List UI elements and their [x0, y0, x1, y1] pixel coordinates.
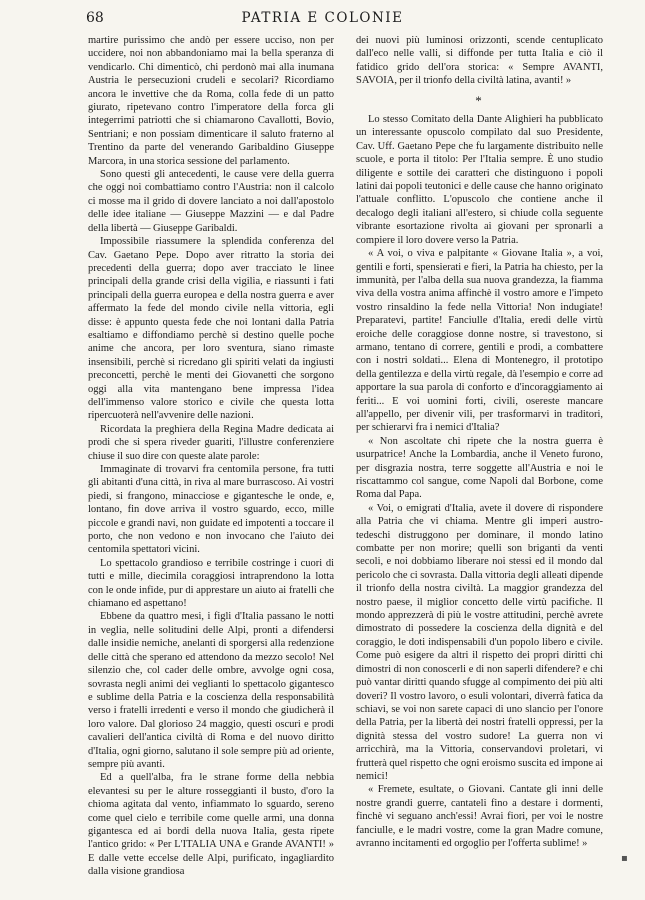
paragraph: Impossibile riassumere la splendida conferenza del Cav. Gaetano Pepe. Dopo aver ritratto la storia dei precedenti della guerra; dopo aver tracciato le linee principali della grande crisi della vigilia, e riassunti i fati principali della guerra europea e della nostra guerra e aver affermato la fede del mondo civile nella vittoria, egli disse: è appunto questa fede che noi lontani dalla Patria esaltiamo e diffondiamo perchè si destino quelle poche anime che ancora, per loro sventura, siano rimaste insensibili, perchè si ricredano gli spiriti velati da ingiusti preconcetti, perchè le menti dei Giovanetti che sorgono oggi alla vita mantengano bene impressa l'idea dell'immenso valore storico e civile che questa lotta ripercuoterà nell'avvenire delle nazioni. [88, 236, 334, 422]
paragraph: Ricordata la preghiera della Regina Madre dedicata ai prodi che si spera riveder guariti, l'illustre conferenziere chiuse il suo dire con queste alate parole: [88, 423, 334, 462]
page-number: 68 [86, 10, 104, 26]
paragraph: Sono questi gli antecedenti, le cause vere della guerra che oggi noi combattiamo contro l'Austria: non il calcolo ci mosse ma il grido di dovere lanciato a noi dall'apostolo delle idee italiane — Giuseppe Mazzini — e dal Padre della libertà — Giuseppe Garibaldi. [88, 169, 334, 234]
paragraph: Immaginate di trovarvi fra centomila persone, fra tutti gli abitanti d'una città, in riva al mare burrascoso. Ai vostri piedi, si frangono, minacciose e gigantesche le onde, e, lontano, fin dove arriva il vostro sguardo, ecco, mille piccole e grandi navi, non guidate ed impotenti a toccare il porto, che non vedono e non invocano che l'aiuto dei centomila spettatori vicini. [88, 464, 334, 556]
paragraph: « Voi, o emigrati d'Italia, avete il dovere di rispondere alla Patria che vi chiama. Mentre gli imperi austro-tedeschi distruggono per dominare, il mondo latino combatte per non morire; quelli son briganti da venti secoli, e noi dobbiamo liberare noi stessi ed il mondo dal pericolo che ci sovrasta. Dalla vittoria degli alleati dipende il trionfo della nostra civiltà. La maggior grandezza del nostro paese, il miglior concetto delle virtù pacifiche. Il mondo apprezzerà di più le vostre attitudini, perchè avrete dimostrato di possedere la coscienza della dignità e del coraggio, le doti indispensabili d'un popolo libero e civile. Come può esigere da altri il rispetto dei propri diritti chi dimostri di non conoscerli e di non saperli difendere? e chi può vantar diritti quando sfugge al compimento dei più alti doveri? Il vostro lavoro, o esuli volontari, diverrà fatica da schiavi, se voi non sarete capaci di uno slancio per l'onore della Patria, per la libertà dei nostri fratelli oppressi, per la dignità stessa del vostro sudore! La guerra non vi arricchirà, ma la Vittoria, conservandovi proletari, vi frutterà quel rispetto che ogni eroismo suscita ed impone ai nemici! [356, 502, 603, 782]
paragraph: « Fremete, esultate, o Giovani. Cantate gli inni delle nostre grandi guerre, cantateli fino a destare i dormenti, finchè vi seguano anch'essi! Avrai fiori, per voi le nostre fanciulle, e le madri vostre, come la gran Madre comune, avranno incitamenti ed orgoglio per l'offerta sublime! » [356, 784, 603, 849]
right-column [356, 34, 603, 850]
paragraph: martire purissimo che andò per essere ucciso, non per uccidere, noi non abbandoniamo mai la bella speranza di vendicarlo. Chi dimenticò, chi perdonò mai alla inumana Austria le persecuzioni crudeli e secolari? Ricordiamo ancora le invettive che da Roma, colla fede di un patto giurato, ripetevano contro l'imperatore della forca gli integerrimi patriotti che si chiamarono Cavallotti, Bovio, Sentriani; e non possiam dimenticare il saluto fraterno al Trentino da parte del venerando Garibaldino Giuseppe Marcora, in una storica sessione del parlamento. [88, 35, 334, 167]
paragraph: Ebbene da quattro mesi, i figli d'Italia passano le notti in veglia, nelle solitudini delle Alpi, pronti a difendersi dalle insidie nemiche, anelanti di sporgersi alla redenzione delle città che sperano ed attendono da mezzo secolo! Nel silenzio che, col cader delle ombre, avvolge ogni cosa, sovrasta negli animi dei veglianti lo spettacolo gigantesco e sublime della Patria e la coscienza della responsabilità verso i fratelli irredenti e verso il mondo che giudicherà il loro valore. Dal glorioso 24 maggio, questi oscuri e prodi cavalieri dell'antica civiltà di Roma e del nuovo diritto d'Italia, ogni giorno, salutano il sole sempre più ad oriente, sempre più avanti. [88, 611, 334, 770]
section-separator: * [475, 92, 484, 108]
paragraph: Ed a quell'alba, fra le strane forme della nebbia elevantesi su per le alture rosseggianti il busto, d'oro la chioma agitata dal vento, infiammato lo sguardo, sereno come quel cielo e terribile come quelle armi, una donna gigantesca ed ai bordi della nuova Italia, gesta ripete l'antico grido: « Per L'ITALIA UNA e Grande AVANTI! » E dalle vette eccelse delle Alpi, purificato, ingagliardito dalla visione grandiosa [88, 772, 334, 878]
scan-mark-icon: ▪ [621, 853, 628, 864]
paragraph: Lo stesso Comitato della Dante Alighieri ha pubblicato un interessante opuscolo compilato dal suo Presidente, Cav. Uff. Gaetano Pepe che fu largamente distribuito nelle scuole, e porta il titolo: Per l'Italia sempre. È uno studio diligente e sottile dei caratteri che distinguono i popoli latini dai popoli teutonici e delle cause che hanno originato l'attuale conflitto. L'opuscolo che contiene anche il decalogo degli italiani all'estero, si chiude colla seguente vibrante esortazione rivolta ai giovani per spronarli a compiere il loro dovere verso la Patria. [356, 114, 603, 246]
page-header [86, 10, 559, 30]
paragraph: dei nuovi più luminosi orizzonti, scende centuplicato dall'eco nelle valli, si diffonde per tutta Italia e ciò il fatidico grido dell'ora storica: « Sempre AVANTI, SAVOIA, per il trionfo della civiltà latina, avanti! » [356, 35, 603, 87]
paragraph: « Non ascoltate chi ripete che la nostra guerra è usurpatrice! Anche la Lombardia, anche il Veneto furono, per disgrazia nostra, terre soggette all'Austria e noi le riscattammo col sangue, come Napoli dal Borbone, come Roma dal Papa. [356, 435, 603, 501]
running-title: PATRIA E COLONIE [241, 10, 404, 26]
left-column [88, 34, 334, 879]
paragraph: Lo spettacolo grandioso e terribile costringe i cuori di tutti e mille, diecimila coraggiosi intraprendono la lotta con le onde infide, pur di apprestare un aiuto ai fratelli che chiamano ed aspettano! [88, 557, 334, 610]
paragraph: « A voi, o viva e palpitante « Giovane Italia », a voi, gentili e forti, spensierati e fieri, la Patria ha chiesto, per la immunità, per l'alba della sua nuova grandezza, la fiamma viva della vostra anima affinchè il vostro amore e l'impeto vostro rinsaldino la fede nella Vittoria! Non indugiate! Preparatevi, partite! Fanciulle d'Italia, eredi delle virtù eroiche delle coraggiose donne nostre, si travestono, si armano, tentano di correre, gentili e prodi, a combattere con i nostri soldati... Elena di Montenegro, il prototipo della gentilezza e della virtù regale, dà l'esempio e corre ad apportare la sua parola di conforto e d'incoraggiamento ai feriti... E voi uomini forti, civili, osereste mancare all'appello, per divenir vili, per trasformarvi in traditori, per schierarvi fra i nemici d'Italia? [356, 248, 603, 434]
